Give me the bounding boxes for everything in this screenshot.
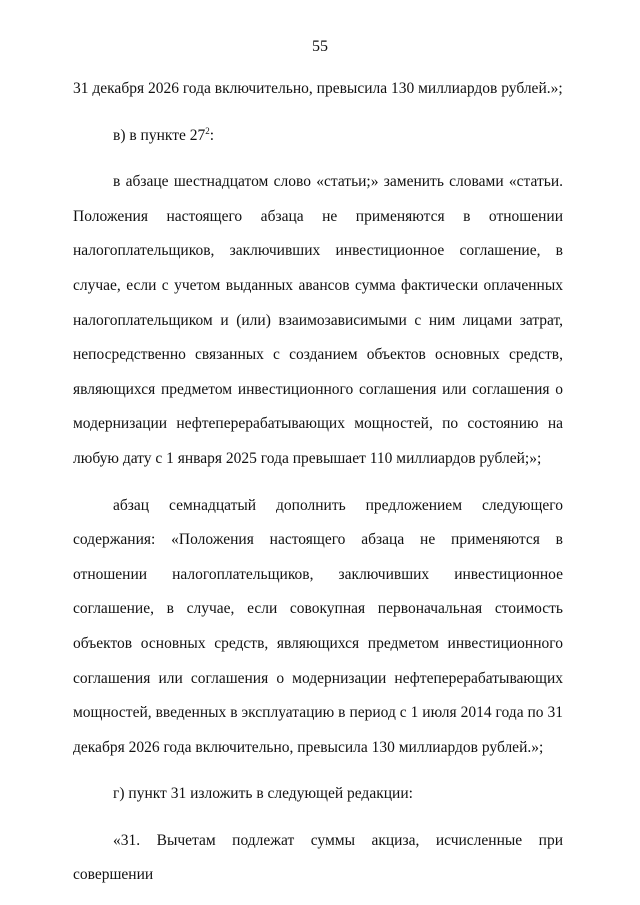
item-v-text: в) в пункте 27 [113, 126, 206, 144]
item-v-superscript: 2 [205, 125, 210, 136]
document-body [73, 72, 563, 893]
paragraph-item-v [73, 119, 563, 154]
paragraph-amendment-16: в абзаце шестнадцатом слово «статьи;» заменить словами «статьи. Положения настоящего абзаца не применяются в отношении налогоплательщиков, заключивших инвестиционное соглашение, в случае, если с учетом выданных авансов сумма фактически оплаченных налогоплательщиком и (или) взаимозависимыми с ним лицами затрат, непосредственно связанных с созданием объектов основных средств, являющихся предметом инвестиционного соглашения или соглашения о модернизации нефтеперерабатывающих мощностей, по состоянию на любую дату с 1 января 2025 года превышает 110 миллиардов рублей;»; [73, 173, 563, 467]
page-number: 55 [312, 38, 328, 55]
paragraph-item-g: г) пункт 31 изложить в следующей редакции: [113, 785, 413, 803]
item-v-colon: : [209, 126, 215, 144]
paragraph-amendment-17: абзац семнадцатый дополнить предложением следующего содержания: «Положения настоящего абзаца не применяются в отношении налогоплательщиков, заключивших инвестиционное соглашение, в случае, если совокупная первоначальная стоимость объектов основных средств, являющихся предметом инвестиционного соглашения или соглашения о модернизации нефтеперерабатывающих мощностей, введенных в эксплуатацию в период с 1 июля 2014 года по 31 декабря 2026 года включительно, превысила 130 миллиардов рублей.»; [73, 496, 563, 756]
paragraph-clause-31: «31. Вычетам подлежат суммы акциза, исчисленные при совершении [73, 831, 563, 884]
paragraph-continuation: 31 декабря 2026 года включительно, превысила 130 миллиардов рублей.»; [73, 80, 563, 97]
